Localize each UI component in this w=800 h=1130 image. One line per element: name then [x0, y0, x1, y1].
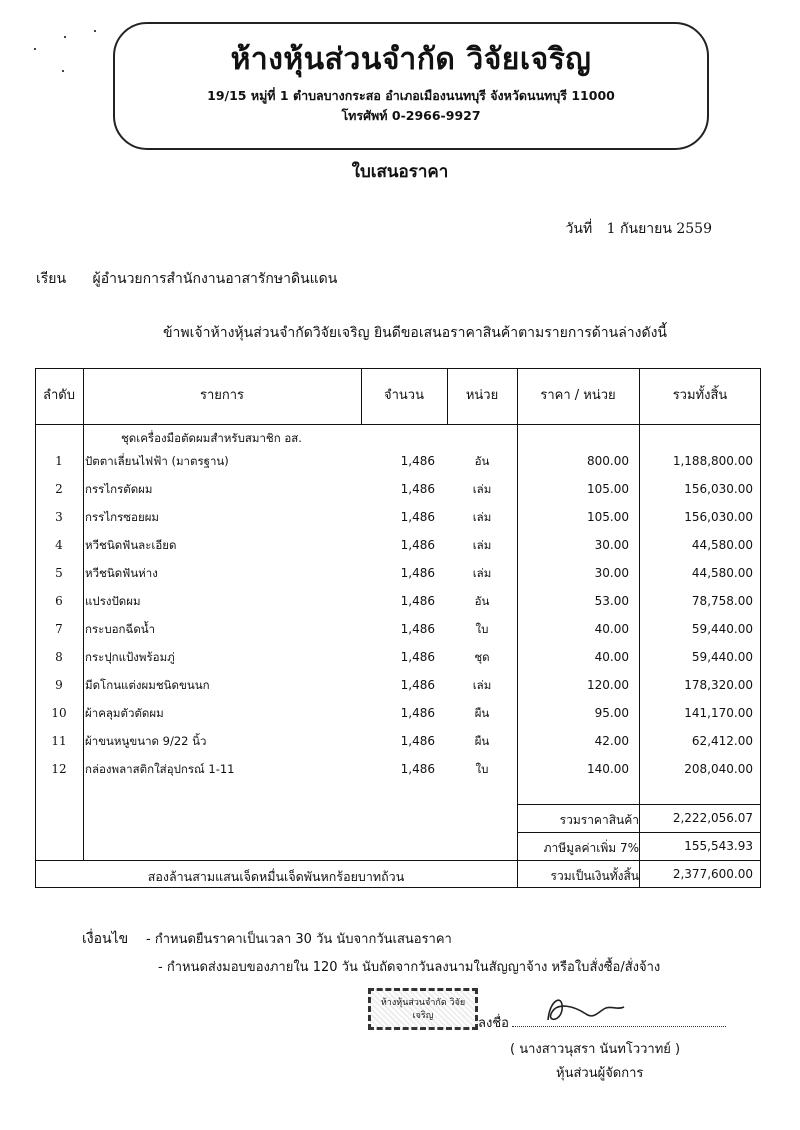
signer-title: หุ้นส่วนผู้จัดการ	[556, 1066, 644, 1081]
row-no: 8	[55, 650, 63, 664]
table-row	[35, 560, 761, 587]
row-total: 178,320.00	[684, 678, 753, 692]
scan-speck	[34, 48, 36, 50]
grand-total-value: 2,377,600.00	[672, 867, 753, 881]
intro-text: ข้าพเจ้าห้างหุ้นส่วนจำกัดวิจัยเจริญ ยินดีขอเสนอราคาสินค้าตามรายการด้านล่างดังนี้	[162, 325, 668, 341]
row-unit: เล่ม	[472, 678, 492, 692]
row-price: 42.00	[594, 734, 629, 748]
row-item: กรรไกรตัดผม	[85, 482, 153, 496]
row-unit: เล่ม	[472, 538, 492, 552]
grand-total-label: รวมเป็นเงินทั้งสิ้น	[550, 869, 639, 883]
row-price: 40.00	[594, 622, 629, 636]
scan-speck	[62, 70, 64, 72]
row-unit: ใบ	[475, 622, 489, 636]
row-item: แปรงปัดผม	[85, 594, 141, 608]
vat-label: ภาษีมูลค่าเพิ่ม 7%	[543, 841, 639, 855]
row-price: 800.00	[587, 454, 629, 468]
row-price: 30.00	[594, 566, 629, 580]
row-price: 53.00	[594, 594, 629, 608]
header-item: รายการ	[199, 388, 245, 403]
row-item: ผ้าขนหนูขนาด 9/22 นิ้ว	[85, 734, 207, 748]
row-total: 78,758.00	[691, 594, 753, 608]
row-no: 4	[55, 538, 63, 552]
condition-item: - กำหนดยืนราคาเป็นเวลา 30 วัน นับจากวันเสนอราคา	[146, 932, 452, 947]
row-total: 59,440.00	[691, 650, 753, 664]
header-price: ราคา / หน่วย	[540, 388, 616, 403]
row-price: 105.00	[587, 510, 629, 524]
row-qty: 1,486	[400, 762, 435, 776]
subtotal-label: รวมราคาสินค้า	[559, 813, 639, 827]
recipient: ผู้อำนวยการสำนักงานอาสารักษาดินแดน	[92, 271, 338, 287]
table-row	[35, 532, 761, 559]
row-qty: 1,486	[400, 510, 435, 524]
row-qty: 1,486	[400, 622, 435, 636]
row-qty: 1,486	[400, 566, 435, 580]
row-item: ผ้าคลุมตัวตัดผม	[85, 706, 164, 720]
table-row	[35, 728, 761, 755]
signature-line	[512, 1026, 726, 1027]
row-total: 141,170.00	[684, 706, 753, 720]
row-price: 95.00	[594, 706, 629, 720]
row-total: 62,412.00	[691, 734, 753, 748]
amount-in-words: สองล้านสามแสนเจ็ดหมื่นเจ็ดพันหกร้อยบาทถ้วน	[147, 869, 405, 884]
row-no: 11	[51, 734, 67, 748]
row-unit: เล่ม	[472, 510, 492, 524]
row-qty: 1,486	[400, 538, 435, 552]
scan-speck	[64, 36, 66, 38]
row-price: 30.00	[594, 538, 629, 552]
table-row	[35, 756, 761, 783]
row-total: 1,188,800.00	[672, 454, 753, 468]
salutation-label: เรียน	[36, 271, 67, 287]
total-rule	[35, 860, 761, 861]
row-no: 3	[55, 510, 63, 524]
signer-name: ( นางสาวนุสรา นันทโววาทย์ )	[510, 1042, 681, 1057]
row-qty: 1,486	[400, 482, 435, 496]
row-no: 2	[55, 482, 63, 496]
sign-label: ลงชื่อ	[478, 1016, 509, 1031]
subtotal-rule	[517, 804, 761, 805]
row-unit: ผืน	[474, 706, 490, 720]
table-row	[35, 700, 761, 727]
row-unit: ใบ	[475, 762, 489, 776]
row-no: 12	[51, 762, 67, 776]
header-no: ลำดับ	[43, 388, 75, 403]
section-heading: ชุดเครื่องมือตัดผมสำหรับสมาชิก อส.	[121, 431, 302, 445]
row-qty: 1,486	[400, 734, 435, 748]
row-item: หวีชนิดฟันห่าง	[85, 566, 158, 580]
row-qty: 1,486	[400, 594, 435, 608]
condition-item: - กำหนดส่งมอบของภายใน 120 วัน นับถัดจากวันลงนามในสัญญาจ้าง หรือใบสั่งซื้อ/สั่งจ้าง	[158, 960, 661, 975]
row-qty: 1,486	[400, 650, 435, 664]
row-item: ปัตตาเลี่ยนไฟฟ้า (มาตรฐาน)	[85, 454, 229, 468]
company-name: ห้างหุ้นส่วนจำกัด วิจัยเจริญ	[230, 42, 592, 77]
row-item: มีดโกนแต่งผมชนิดขนนก	[85, 678, 210, 692]
row-no: 10	[51, 706, 67, 720]
row-no: 9	[55, 678, 63, 692]
row-no: 5	[55, 566, 63, 580]
row-total: 44,580.00	[691, 538, 753, 552]
row-no: 7	[55, 622, 63, 636]
row-qty: 1,486	[400, 454, 435, 468]
document-title: ใบเสนอราคา	[351, 162, 449, 182]
row-no: 6	[55, 594, 63, 608]
subtotal-value: 2,222,056.07	[672, 811, 753, 825]
header-unit: หน่วย	[465, 388, 499, 403]
row-price: 140.00	[587, 762, 629, 776]
salutation	[36, 268, 337, 290]
header-total: รวมทั้งสิ้น	[672, 388, 728, 403]
row-price: 120.00	[587, 678, 629, 692]
header-qty: จำนวน	[384, 388, 424, 403]
table-row	[35, 616, 761, 643]
row-no: 1	[55, 454, 63, 468]
vat-rule	[517, 832, 761, 833]
row-total: 156,030.00	[684, 510, 753, 524]
date-label: วันที่	[565, 221, 593, 237]
row-unit: เล่ม	[472, 566, 492, 580]
conditions-label: เงื่อนไข	[82, 931, 129, 947]
row-item: กล่องพลาสติกใส่อุปกรณ์ 1-11	[85, 762, 235, 776]
scan-speck	[94, 30, 96, 32]
row-unit: อัน	[474, 594, 490, 608]
vat-value: 155,543.93	[684, 839, 753, 853]
row-price: 105.00	[587, 482, 629, 496]
table-row	[35, 672, 761, 699]
table-row	[35, 504, 761, 531]
row-item: หวีชนิดฟันละเอียด	[85, 538, 177, 552]
row-qty: 1,486	[400, 706, 435, 720]
table-row	[35, 588, 761, 615]
company-stamp: ห้างหุ้นส่วนจำกัด วิจัยเจริญ	[368, 988, 478, 1030]
quotation-table	[35, 368, 761, 888]
row-unit: ชุด	[474, 650, 490, 664]
row-unit: ผืน	[474, 734, 490, 748]
row-qty: 1,486	[400, 678, 435, 692]
handwritten-signature	[540, 992, 630, 1028]
table-row	[35, 448, 761, 475]
document-date	[566, 218, 712, 240]
table-row	[35, 476, 761, 503]
header-rule	[35, 424, 761, 425]
date-value: 1 กันยายน 2559	[606, 221, 712, 237]
row-total: 156,030.00	[684, 482, 753, 496]
row-item: กรรไกรซอยผม	[85, 510, 160, 524]
row-price: 40.00	[594, 650, 629, 664]
row-unit: อัน	[474, 454, 490, 468]
row-item: กระปุกแป้งพร้อมภู่	[85, 650, 175, 664]
company-phone: โทรศัพท์ 0-2966-9927	[341, 108, 481, 123]
row-total: 208,040.00	[684, 762, 753, 776]
row-total: 44,580.00	[691, 566, 753, 580]
table-row	[35, 644, 761, 671]
row-item: กระบอกฉีดน้ำ	[85, 622, 156, 636]
row-total: 59,440.00	[691, 622, 753, 636]
row-unit: เล่ม	[472, 482, 492, 496]
company-address: 19/15 หมู่ที่ 1 ตำบลบางกระสอ อำเภอเมืองนนทบุรี จังหวัดนนทบุรี 11000	[207, 88, 615, 103]
